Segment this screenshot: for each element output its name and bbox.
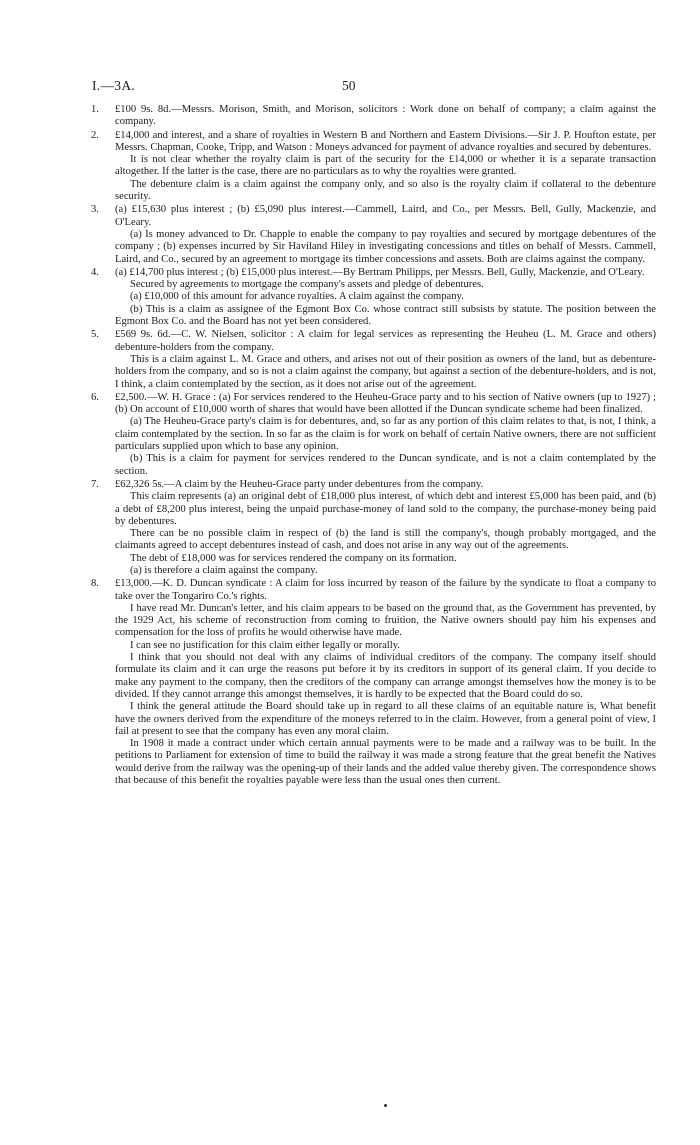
claim-item	[91, 130, 656, 204]
claim-number: 3.	[91, 204, 99, 216]
claim-paragraph: The debt of £18,000 was for services rendered the company on its formation.	[130, 552, 457, 564]
claims-list	[91, 104, 656, 788]
claim-paragraph: (a) The Heuheu-Grace party's claim is for debentures, and, so far as any portion of this claim relates to that, is not, I think, a claim contemplated by the section. In so far as the claim is for work on behalf of certain Native owners, there are not sufficient particulars supplied upon which to base any opinion.	[115, 416, 656, 453]
claim-paragraph: (b) This is a claim as assignee of the Egmont Box Co. whose contract still subsists by statute. The position between the Egmont Box Co. and the Board has not yet been considered.	[115, 303, 656, 328]
claim-paragraph: In 1908 it made a contract under which certain annual payments were to be made and a railway was to be built. In the petitions to Parliament for extension of time to build the railway it was made a strong feature that the great benefit the Natives would derive from the railway was the opening-up of their lands and the added value thereby given. The correspondence shows that because of this benefit the royalties payable were less than the usual ones then current.	[115, 738, 656, 787]
claim-item	[91, 329, 656, 390]
claim-paragraph: This claim represents (a) an original debt of £18,000 plus interest, of which debt and interest £5,000 has been paid, and (b) a debt of £8,200 plus interest, being the unpaid purchase-money of land sold to the company, the purchase-money being paid by debentures.	[115, 491, 656, 527]
claim-item	[91, 204, 656, 265]
claim-item	[91, 479, 656, 577]
claim-number: 4.	[91, 266, 99, 278]
claim-heading: £14,000 and interest, and a share of royalties in Western B and Northern and Eastern Divisions.—Sir J. P. Houfton estate, per Messrs. Chapman, Cooke, Tripp, and Watson : Moneys advanced for payment of advance royalties and secured by debentures.	[115, 129, 656, 153]
claim-number: 1.	[91, 104, 99, 115]
claim-paragraph: This is a claim against L. M. Grace and others, and arises not out of their position as owners of the land, but as debenture-holders from the company, and so is not a claim against the company, but against a section of the debenture-holders, and is not, I think, a claim contemplated by the section, as it does not arise out of the agreement.	[115, 353, 656, 390]
claim-number: 8.	[91, 578, 99, 590]
claim-heading: £13,000.—K. D. Duncan syndicate : A claim for loss incurred by reason of the failure by the syndicate to float a company to take over the Tongariro Co.'s rights.	[115, 578, 656, 602]
claim-heading: £62,326 5s.—A claim by the Heuheu-Grace party under debentures from the company.	[115, 478, 484, 490]
claim-paragraph: Secured by agreements to mortgage the company's assets and pledge of debentures.	[130, 279, 484, 291]
claim-paragraph: (a) Is money advanced to Dr. Chapple to enable the company to pay royalties and secured by mortgage debentures of the company ; (b) expenses incurred by Sir Haviland Hiley in investigating concessions and titles on behalf of Messrs. Cammell, Laird, and Co., secured by an agreement to mortgage its timber concessions and assets. Both are claims against the company.	[115, 228, 656, 265]
claim-paragraph: (b) This is a claim for payment for services rendered to the Duncan syndicate, and is not a claim contemplated by the section.	[115, 453, 656, 477]
claim-heading: £2,500.—W. H. Grace : (a) For services rendered to the Heuheu-Grace party and to his section of Native owners (up to 1927) ; (b) On account of £10,000 worth of shares that would have been allotted if the Duncan syndicate scheme had been finalized.	[115, 391, 656, 416]
print-mark	[384, 1104, 387, 1107]
claim-number: 5.	[91, 329, 99, 341]
claim-paragraph: There can be no possible claim in respect of (b) the land is still the company's, though probably mortgaged, and the claimants agreed to accept debentures instead of cash, and does not arise in any way out of the agreements.	[115, 528, 656, 552]
claim-paragraph: I have read Mr. Duncan's letter, and his claim appears to be based on the ground that, as the Government has prevented, by the 1929 Act, his scheme of reconstruction from coming to fruition, the Native owners should pay him his expenses and compensation for the loss of profits he would otherwise have made.	[115, 602, 656, 639]
claim-heading: £569 9s. 6d.—C. W. Nielsen, solicitor : A claim for legal services as representing the Heuheu (L. M. Grace and others) debenture-holders from the company.	[115, 329, 656, 353]
claim-paragraph: (a) is therefore a claim against the company.	[130, 564, 318, 576]
claim-number: 7.	[91, 478, 99, 490]
claim-paragraph: I think that you should not deal with any claims of individual creditors of the company. The company itself should formulate its claim and it can urge the reasons put before it by its creditors in support of its general claim. If you decide to make any payment to the company, then the creditors of the company can arrange amongst themselves how the money is to be divided. If they cannot arrange this amongst themselves, it is hardly to be expected that the Board could do so.	[115, 652, 656, 700]
claim-paragraph: I think the general attitude the Board should take up in regard to all these claims of an equitable nature is, What benefit have the owners derived from the expenditure of the moneys referred to in the claim. However, from a general point of view, I fail at present to see that the company has even any moral claim.	[115, 701, 656, 737]
claim-heading: £100 9s. 8d.—Messrs. Morison, Smith, and Morison, solicitors : Work done on behalf of company; a claim against the company.	[115, 104, 656, 128]
document-reference: I.—3A.	[92, 78, 136, 93]
claim-item	[91, 578, 656, 787]
claim-paragraph: The debenture claim is a claim against the company only, and so also is the royalty claim if collateral to the debenture security.	[115, 178, 656, 203]
claim-heading: (a) £15,630 plus interest ; (b) £5,090 plus interest.—Cammell, Laird, and Co., per Messrs. Bell, Gully, Mackenzie, and O'Leary.	[115, 204, 656, 228]
page-number: 50	[342, 78, 356, 93]
claim-item	[91, 104, 656, 129]
claim-number: 2.	[91, 129, 99, 141]
claim-number: 6.	[91, 391, 99, 403]
claim-item	[91, 392, 656, 478]
claim-paragraph: It is not clear whether the royalty claim is part of the security for the £14,000 or whether it is a separate transaction altogether. If the latter is the case, there are no particulars as to why the royalties were granted.	[115, 154, 656, 178]
claim-paragraph: I can see no justification for this claim either legally or morally.	[130, 639, 400, 651]
claim-item	[91, 267, 656, 328]
claim-heading: (a) £14,700 plus interest ; (b) £15,000 plus interest.—By Bertram Philipps, per Messrs. Bell, Gully, Mackenzie, and O'Leary.	[115, 266, 645, 278]
claim-paragraph: (a) £10,000 of this amount for advance royalties. A claim against the company.	[130, 291, 464, 303]
